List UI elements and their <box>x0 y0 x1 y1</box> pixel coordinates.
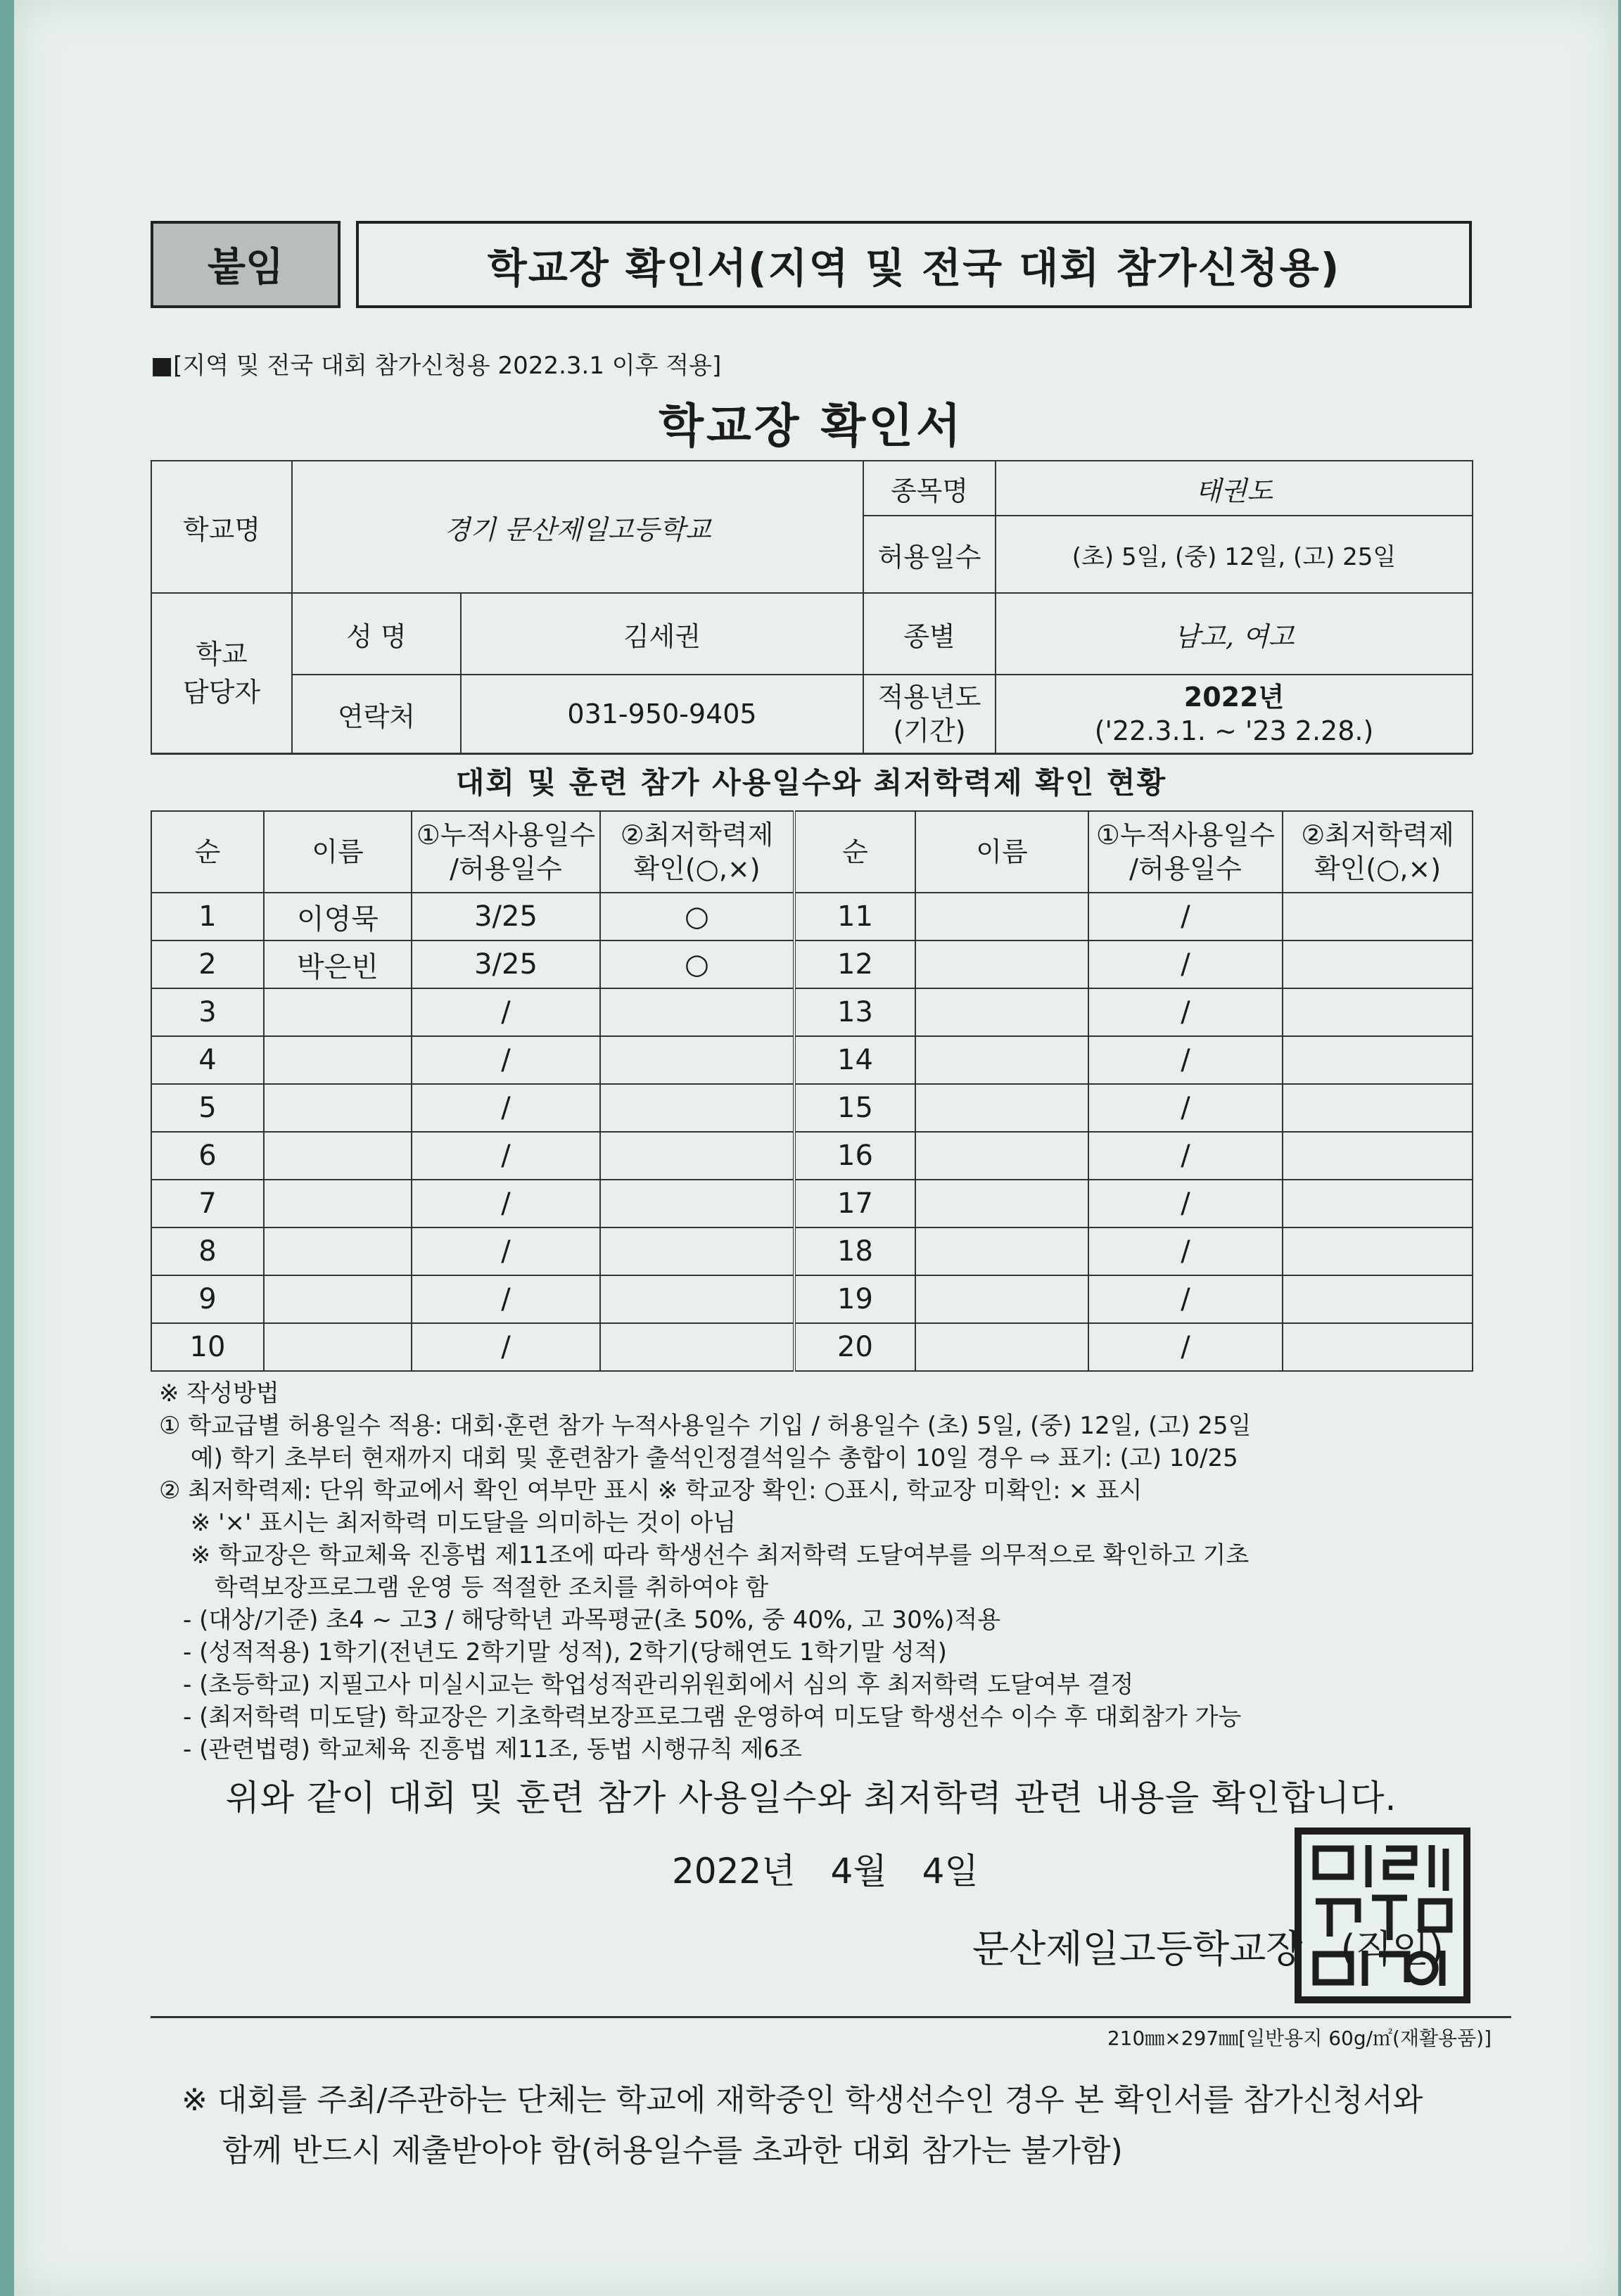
row-days: / <box>412 1132 600 1180</box>
row-confirm-2 <box>1283 988 1473 1036</box>
row-days-2: / <box>1088 1227 1283 1275</box>
row-confirm-2 <box>1283 1323 1473 1371</box>
row-no: 7 <box>151 1180 264 1227</box>
row-name: 이영묵 <box>264 893 412 940</box>
table-row <box>151 1180 1473 1227</box>
row-no: 1 <box>151 893 264 940</box>
row-confirm: ○ <box>600 940 794 988</box>
row-name <box>264 1036 412 1084</box>
row-name-2 <box>915 1180 1088 1227</box>
year-cell <box>996 675 1473 753</box>
contact-value: 031-950-9405 <box>461 675 863 753</box>
row-name <box>264 1275 412 1323</box>
table-row <box>151 988 1473 1036</box>
row-no-2: 16 <box>794 1132 915 1180</box>
table-row <box>151 1084 1473 1132</box>
row-no-2: 12 <box>794 940 915 988</box>
row-days: / <box>412 1323 600 1371</box>
row-confirm-2 <box>1283 1275 1473 1323</box>
row-days: / <box>412 1275 600 1323</box>
school-label: 학교명 <box>151 461 292 593</box>
row-no-2: 18 <box>794 1227 915 1275</box>
info-table <box>151 460 1473 754</box>
sub-note: ■[지역 및 전국 대회 참가신청용 2022.3.1 이후 적용] <box>151 352 722 380</box>
divider <box>151 2016 1511 2018</box>
row-days-2: / <box>1088 1084 1283 1132</box>
note-line: 학력보장프로그램 운영 등 적절한 조치를 취하여야 함 <box>159 1574 769 1602</box>
type-value: 남고, 여고 <box>996 593 1473 675</box>
row-name-2 <box>915 1275 1088 1323</box>
writing-instructions <box>159 1377 1482 1766</box>
row-days: / <box>412 1084 600 1132</box>
row-no-2: 11 <box>794 893 915 940</box>
row-name <box>264 1323 412 1371</box>
header-name-2: 이름 <box>915 811 1088 893</box>
row-days-2: / <box>1088 1132 1283 1180</box>
header-name: 이름 <box>264 811 412 893</box>
header-days: ①누적사용일수 /허용일수 <box>412 811 600 893</box>
name-value: 김세권 <box>461 593 863 675</box>
row-days-2: / <box>1088 893 1283 940</box>
year-value: 2022년 <box>1183 682 1285 713</box>
table-row <box>151 1323 1473 1371</box>
note-line: ※ 학교장은 학교체육 진흥법 제11조에 따라 학생선수 최저학력 도달여부를 의무적으로 확인하고 기초 <box>159 1541 1250 1569</box>
footnote-line-1: ※ 대회를 주최/주관하는 단체는 학교에 재학중인 학생선수인 경우 본 확인서를 참가신청서와 <box>182 2082 1423 2118</box>
row-no: 4 <box>151 1036 264 1084</box>
row-name <box>264 1132 412 1180</box>
row-days-2: / <box>1088 940 1283 988</box>
note-line: ※ '×' 표시는 최저학력 미도달을 의미하는 것이 아님 <box>159 1509 737 1537</box>
note-line: ② 최저학력제: 단위 학교에서 확인 여부만 표시 ※ 학교장 확인: ○표시, 학교장 미확인: × 표시 <box>159 1477 1143 1505</box>
footnote-line-2: 함께 반드시 제출받아야 함(허용일수를 초과한 대회 참가는 불가함) <box>182 2133 1123 2169</box>
row-no: 2 <box>151 940 264 988</box>
header-confirm: ②최저학력제 확인(○,×) <box>600 811 794 893</box>
note-line: - (성적적용) 1학기(전년도 2학기말 성적), 2학기(당해연도 1학기말 성적) <box>159 1638 947 1666</box>
row-name-2 <box>915 893 1088 940</box>
row-confirm <box>600 1180 794 1227</box>
row-name: 박은빈 <box>264 940 412 988</box>
row-confirm <box>600 1323 794 1371</box>
row-days: / <box>412 988 600 1036</box>
table-row <box>151 1036 1473 1084</box>
section-title: 대회 및 훈련 참가 사용일수와 최저학력제 확인 현황 <box>151 753 1472 811</box>
manager-label: 학교 담당자 <box>151 593 292 753</box>
row-name-2 <box>915 1323 1088 1371</box>
table-row <box>151 1275 1473 1323</box>
row-name-2 <box>915 988 1088 1036</box>
attendance-table <box>151 810 1473 1372</box>
header-no-2: 순 <box>794 811 915 893</box>
row-no: 8 <box>151 1227 264 1275</box>
row-no-2: 19 <box>794 1275 915 1323</box>
row-no-2: 14 <box>794 1036 915 1084</box>
row-no: 5 <box>151 1084 264 1132</box>
contact-label: 연락처 <box>292 675 461 753</box>
row-no: 3 <box>151 988 264 1036</box>
note-line: ※ 작성방법 <box>159 1379 279 1408</box>
note-line: 예) 학기 초부터 현재까지 대회 및 훈련참가 출석인정결석일수 총합이 10일 경우 ⇨ 표기: (고) 10/25 <box>159 1444 1238 1472</box>
row-days-2: / <box>1088 1036 1283 1084</box>
note-line: - (최저학력 미도달) 학교장은 기초학력보장프로그램 운영하여 미도달 학생선수 이수 후 대회참가 가능 <box>159 1703 1242 1731</box>
sport-label: 종목명 <box>863 461 996 516</box>
row-confirm-2 <box>1283 1084 1473 1132</box>
confirmation-statement: 위와 같이 대회 및 훈련 참가 사용일수와 최저학력 관련 내용을 확인합니다. <box>225 1778 1397 1818</box>
row-days-2: / <box>1088 988 1283 1036</box>
row-name-2 <box>915 940 1088 988</box>
row-days: / <box>412 1180 600 1227</box>
issue-date: 2022년 4월 4일 <box>672 1851 979 1892</box>
row-days: 3/25 <box>412 893 600 940</box>
note-line: ① 학교급별 허용일수 적용: 대회·훈련 참가 누적사용일수 기입 / 허용일수 (초) 5일, (중) 12일, (고) 25일 <box>159 1412 1252 1440</box>
row-name <box>264 1180 412 1227</box>
row-no: 6 <box>151 1132 264 1180</box>
document-page <box>14 0 1618 2296</box>
header-no: 순 <box>151 811 264 893</box>
school-value: 경기 문산제일고등학교 <box>292 461 863 593</box>
row-no-2: 20 <box>794 1323 915 1371</box>
table-row <box>151 1132 1473 1180</box>
row-confirm-2 <box>1283 1227 1473 1275</box>
official-seal <box>1295 1828 1470 2003</box>
attachment-label: 붙임 <box>151 221 341 308</box>
row-no-2: 17 <box>794 1180 915 1227</box>
header-confirm-2: ②최저학력제 확인(○,×) <box>1283 811 1473 893</box>
paper-spec: 210㎜×297㎜[일반용지 60g/㎡(재활용품)] <box>1107 2027 1492 2050</box>
row-confirm: ○ <box>600 893 794 940</box>
row-name <box>264 1084 412 1132</box>
row-confirm <box>600 988 794 1036</box>
row-name <box>264 1227 412 1275</box>
name-label: 성 명 <box>292 593 461 675</box>
row-confirm-2 <box>1283 893 1473 940</box>
type-label: 종별 <box>863 593 996 675</box>
table-header-row <box>151 811 1473 893</box>
row-days: / <box>412 1036 600 1084</box>
row-confirm-2 <box>1283 1132 1473 1180</box>
row-confirm <box>600 1227 794 1275</box>
note-line: - (대상/기준) 초4 ~ 고3 / 해당학년 과목평균(초 50%, 중 40%, 고 30%)적용 <box>159 1606 1001 1634</box>
row-days-2: / <box>1088 1180 1283 1227</box>
row-name-2 <box>915 1036 1088 1084</box>
table-row <box>151 1227 1473 1275</box>
row-confirm-2 <box>1283 1180 1473 1227</box>
sport-value: 태권도 <box>996 461 1473 516</box>
allowed-days-label: 허용일수 <box>863 516 996 593</box>
row-no-2: 15 <box>794 1084 915 1132</box>
row-no: 10 <box>151 1323 264 1371</box>
footnote <box>182 2075 1504 2176</box>
allowed-days-value: (초) 5일, (중) 12일, (고) 25일 <box>996 516 1473 593</box>
year-label: 적용년도 (기간) <box>863 675 996 753</box>
document-title: 학교장 확인서 <box>659 399 964 453</box>
row-name <box>264 988 412 1036</box>
main-title: 학교장 확인서(지역 및 전국 대회 참가신청용) <box>356 221 1472 308</box>
row-confirm-2 <box>1283 940 1473 988</box>
signer: 문산제일고등학교장 (직인) <box>972 1927 1444 1971</box>
row-confirm <box>600 1132 794 1180</box>
row-days: / <box>412 1227 600 1275</box>
row-days-2: / <box>1088 1275 1283 1323</box>
row-no-2: 13 <box>794 988 915 1036</box>
row-confirm <box>600 1275 794 1323</box>
table-row <box>151 893 1473 940</box>
row-name-2 <box>915 1084 1088 1132</box>
row-confirm-2 <box>1283 1036 1473 1084</box>
note-line: - (관련법령) 학교체육 진흥법 제11조, 동법 시행규칙 제6조 <box>159 1735 802 1764</box>
row-confirm <box>600 1036 794 1084</box>
row-name-2 <box>915 1227 1088 1275</box>
note-line: - (초등학교) 지필고사 미실시교는 학업성적관리위원회에서 심의 후 최저학력 도달여부 결정 <box>159 1671 1134 1699</box>
row-confirm <box>600 1084 794 1132</box>
period-value: ('22.3.1. ~ '23 2.28.) <box>1094 715 1374 746</box>
row-name-2 <box>915 1132 1088 1180</box>
table-row <box>151 940 1473 988</box>
row-days-2: / <box>1088 1323 1283 1371</box>
row-days: 3/25 <box>412 940 600 988</box>
header-days-2: ①누적사용일수 /허용일수 <box>1088 811 1283 893</box>
row-no: 9 <box>151 1275 264 1323</box>
